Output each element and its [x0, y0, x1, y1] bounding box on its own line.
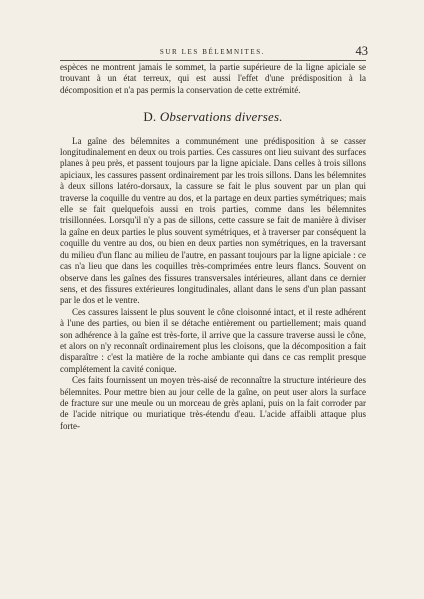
header-rule — [60, 60, 366, 61]
section-title: Observations diverses. — [159, 109, 283, 125]
paragraph-3: Ces faits fournissent un moyen très-aisé de reconnaître la structure intérieure des bélemnites. Pour mettre bien au jour celle de la gaîne, on peut user alors la surface de fracture sur une meule ou un morceau de grès aplani, puis on la fait corroder par de l'acide nitrique ou muriatique très-étendu d'eau. L'acide affaibli attaque plus forte- — [60, 375, 366, 431]
paragraph-1: La gaîne des bélemnites a communément une prédisposition à se casser longitudinalement en deux ou trois parties. Ces cassures ont lieu suivant des surfaces planes à peu près, et passent toujours par la ligne apiciale. Dans celles à trois sillons apiciaux, les cassures passent ordinairement par les trois sillons. Dans les bélemnites à deux sillons latéro-dorsaux, la cassure se fait le plus souvent par un plan qui traverse la coquille du ventre au dos, et la partage en deux parties symétriques; mais elle se fait quelquefois aussi en trois parties, comme dans les bélemnites trisillonnées. Lorsqu'il n'y a pas de sillons, cette cassure se fait de manière à diviser la gaîne en deux parties le plus souvent symétriques, et à traverser par conséquent la coquille du ventre au dos, ou bien en deux parties non symétriques, en la traversant du milieu d'un flanc au milieu de l'autre, en passant toujours par la ligne apiciale : ce cas n'a lieu que dans les coquilles très-comprimées entre leurs flancs. Souvent on observe dans les gaînes des fissures transversales intérieures, allant dans ce dernier sens, et des fissures extérieures longitudinales, allant dans le sens d'un plan passant par le dos et le ventre. — [60, 135, 366, 306]
section-letter: D. — [143, 109, 157, 125]
text-column — [60, 62, 366, 432]
continuation-paragraph: espèces ne montrent jamais le sommet, la partie supérieure de la ligne apiciale se trouvant à un état terreux, qui est aussi l'effet d'une prédisposition à la décomposition et n'a pas permis la conservation de cette extrémité. — [60, 62, 366, 95]
running-head: SUR LES BÉLEMNITES. — [159, 48, 266, 56]
paragraph-2: Ces cassures laissent le plus souvent le cône cloisonné intact, et il reste adhérent à l'une des parties, ou bien il se détache entièrement ou partiellement; mais quand son adhérence à la gaîne est très-forte, il arrive que la cassure traverse aussi le cône, et alors on n'y reconnaît ordinairement plus les cloisons, que la décomposition a fait disparaître : c'est la matière de la roche ambiante qui dans ce cas remplit presque complétement la cavité conique. — [60, 306, 366, 374]
section-heading — [60, 109, 366, 125]
page-number: 43 — [355, 44, 368, 58]
